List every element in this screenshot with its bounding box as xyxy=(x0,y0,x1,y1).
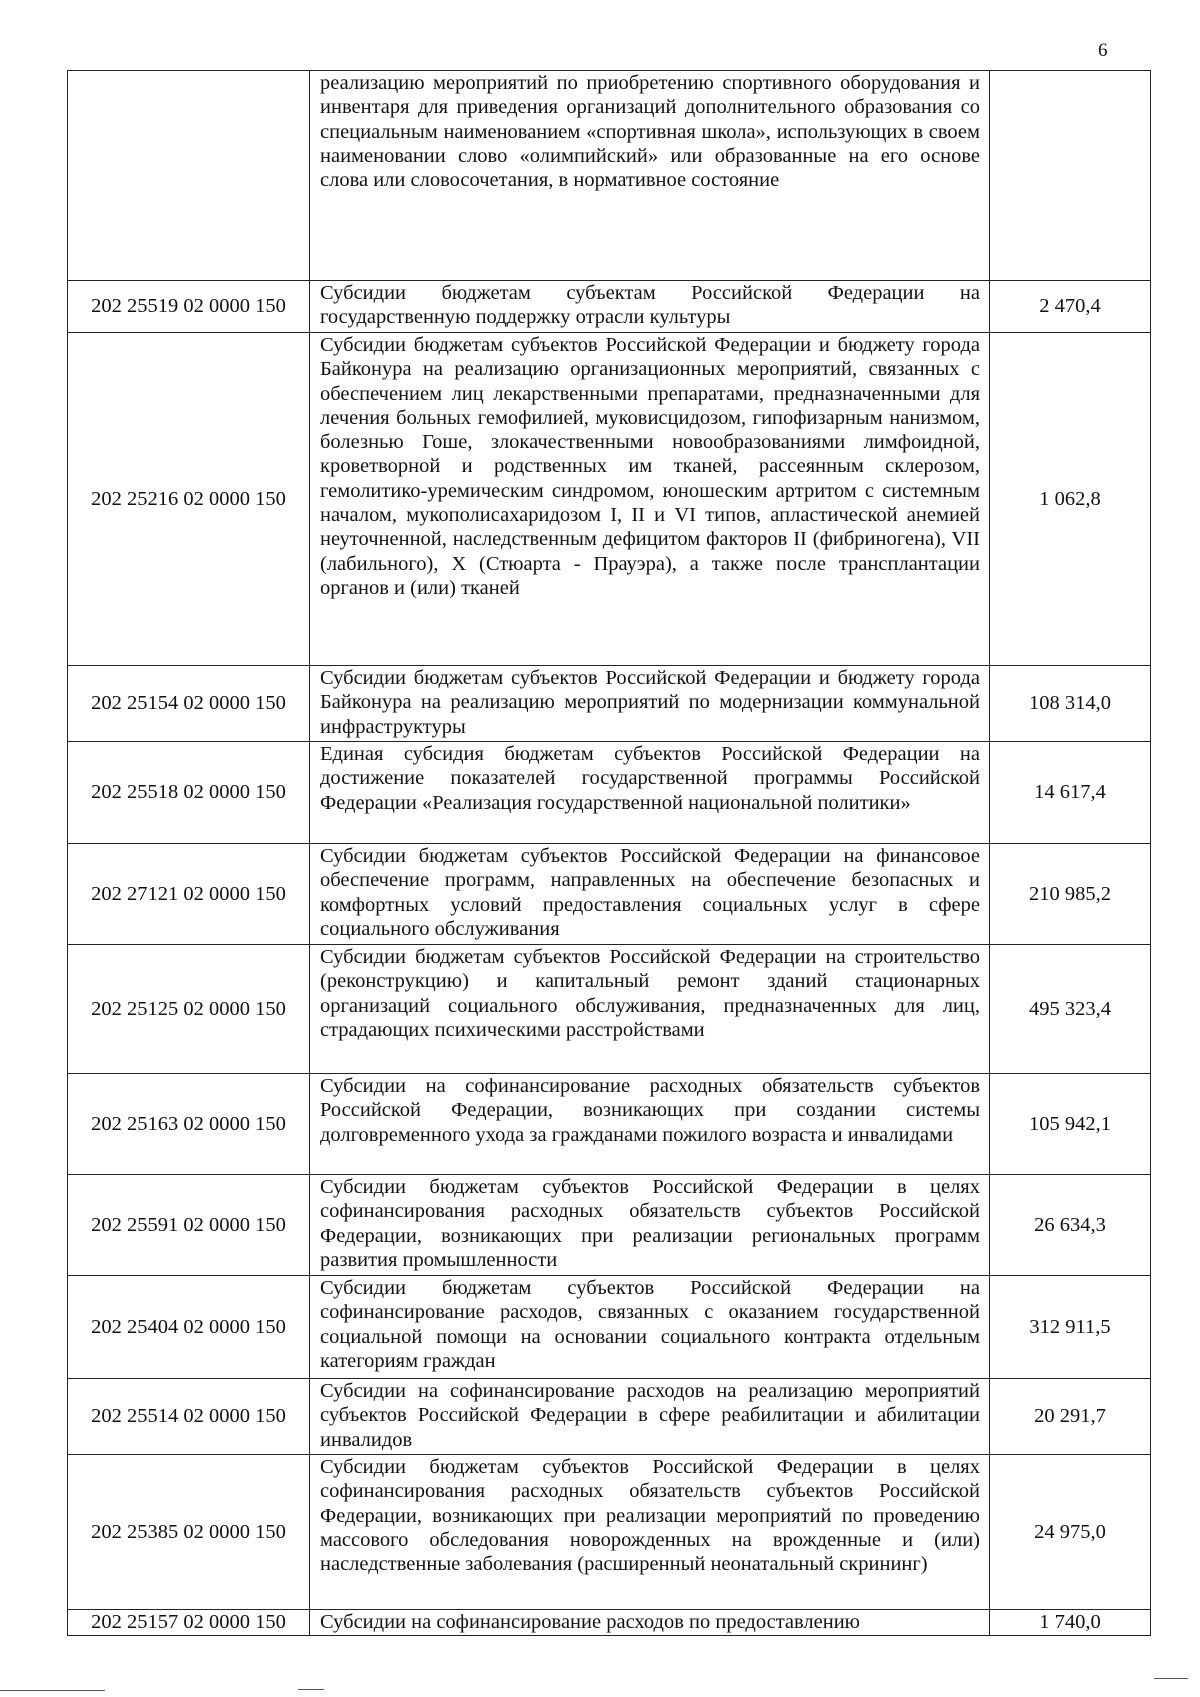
table-row xyxy=(68,666,1151,742)
row-amount: 1 062,8 xyxy=(990,333,1151,666)
table-row xyxy=(68,844,1151,945)
row-description: Субсидии бюджетам субъектов Российской Федерации на софинансирование расходов, связанных с оказанием государственной социальной помощи на основании социального контракта отдельным категориям граждан xyxy=(310,1276,990,1379)
row-amount: 312 911,5 xyxy=(990,1276,1151,1379)
budget-code: 202 25154 02 0000 150 xyxy=(68,666,310,742)
scan-artifact-line xyxy=(298,1689,324,1690)
row-description: Субсидии на софинансирование расходов на реализацию мероприятий субъектов Российской Федерации в сфере реабилитации и абилитации инвалидов xyxy=(310,1379,990,1455)
budget-code: 202 25404 02 0000 150 xyxy=(68,1276,310,1379)
scan-artifact-line xyxy=(1154,1678,1188,1679)
row-amount xyxy=(990,71,1151,281)
budget-code: 202 27121 02 0000 150 xyxy=(68,844,310,945)
budget-code: 202 25125 02 0000 150 xyxy=(68,945,310,1074)
budget-code: 202 25519 02 0000 150 xyxy=(68,281,310,333)
table-row xyxy=(68,71,1151,281)
table-row xyxy=(68,1455,1151,1610)
table-row xyxy=(68,1379,1151,1455)
row-description: Субсидии бюджетам субъектов Российской Федерации на финансовое обеспечение программ, направленных на обеспечение безопасных и комфортных условий предоставления социальных услуг в сфере социального обслуживания xyxy=(310,844,990,945)
row-description: Субсидии бюджетам субъектов Российской Федерации на строительство (реконструкцию) и капитальный ремонт зданий стационарных организаций социального обслуживания, предназначенных для лиц, страдающих психическими расстройствами xyxy=(310,945,990,1074)
table-row xyxy=(68,945,1151,1074)
row-amount: 20 291,7 xyxy=(990,1379,1151,1455)
row-description: Единая субсидия бюджетам субъектов Российской Федерации на достижение показателей государственной программы Российской Федерации «Реализация государственной национальной политики» xyxy=(310,742,990,844)
budget-code: 202 25591 02 0000 150 xyxy=(68,1175,310,1276)
row-description: Субсидии бюджетам субъектов Российской Федерации и бюджету города Байконура на реализацию мероприятий по модернизации коммунальной инфраструктуры xyxy=(310,666,990,742)
budget-code: 202 25157 02 0000 150 xyxy=(68,1610,310,1636)
table-row xyxy=(68,742,1151,844)
row-amount: 495 323,4 xyxy=(990,945,1151,1074)
budget-code: 202 25514 02 0000 150 xyxy=(68,1379,310,1455)
row-description: реализацию мероприятий по приобретению спортивного оборудования и инвентаря для приведения организаций дополнительного образования со специальным наименованием «спортивная школа», использующих в своем наименовании слово «олимпийский» или образованные на его основе слова или словосочетания, в нормативное состояние xyxy=(310,71,990,281)
row-amount: 2 470,4 xyxy=(990,281,1151,333)
scan-artifact-line xyxy=(0,1690,105,1691)
row-amount: 210 985,2 xyxy=(990,844,1151,945)
row-description: Субсидии бюджетам субъектов Российской Федерации и бюджету города Байконура на реализацию организационных мероприятий, связанных с обеспечением лиц лекарственными препаратами, предназначенными для лечения больных гемофилией, муковисцидозом, гипофизарным нанизмом, болезнью Гоше, злокачественными новообразованиями лимфоидной, кроветворной и родственных им тканей, рассеянным склерозом, гемолитико-уремическим синдромом, юношеским артритом с системным началом, мукополисахаридозом I, II и VI типов, апластической анемией неуточненной, наследственным дефицитом факторов II (фибриногена), VII (лабильного), X (Стюарта - Прауэра), а также после трансплантации органов и (или) тканей xyxy=(310,333,990,666)
budget-table xyxy=(67,70,1151,1636)
row-description: Субсидии на софинансирование расходных обязательств субъектов Российской Федерации, возникающих при создании системы долговременного ухода за гражданами пожилого возраста и инвалидами xyxy=(310,1074,990,1175)
page-number: 6 xyxy=(1098,40,1108,61)
table-row xyxy=(68,281,1151,333)
budget-code: 202 25385 02 0000 150 xyxy=(68,1455,310,1610)
table-row xyxy=(68,1276,1151,1379)
row-amount: 108 314,0 xyxy=(990,666,1151,742)
row-description: Субсидии бюджетам субъектов Российской Федерации в целях софинансирования расходных обязательств субъектов Российской Федерации, возникающих при реализации мероприятий по проведению массового обследования новорожденных на врожденные и (или) наследственные заболевания (расширенный неонатальный скрининг) xyxy=(310,1455,990,1610)
budget-code: 202 25216 02 0000 150 xyxy=(68,333,310,666)
row-description: Субсидии бюджетам субъектов Российской Федерации в целях софинансирования расходных обязательств субъектов Российской Федерации, возникающих при реализации региональных программ развития промышленности xyxy=(310,1175,990,1276)
budget-code: 202 25163 02 0000 150 xyxy=(68,1074,310,1175)
row-amount: 26 634,3 xyxy=(990,1175,1151,1276)
row-amount: 14 617,4 xyxy=(990,742,1151,844)
row-amount: 1 740,0 xyxy=(990,1610,1151,1636)
row-description: Субсидии на софинансирование расходов по предоставлению xyxy=(310,1610,990,1636)
row-amount: 24 975,0 xyxy=(990,1455,1151,1610)
table-row xyxy=(68,1074,1151,1175)
table-row xyxy=(68,1610,1151,1636)
row-amount: 105 942,1 xyxy=(990,1074,1151,1175)
table-row xyxy=(68,333,1151,666)
budget-code xyxy=(68,71,310,281)
budget-code: 202 25518 02 0000 150 xyxy=(68,742,310,844)
row-description: Субсидии бюджетам субъектам Российской Федерации на государственную поддержку отрасли культуры xyxy=(310,281,990,333)
table-row xyxy=(68,1175,1151,1276)
